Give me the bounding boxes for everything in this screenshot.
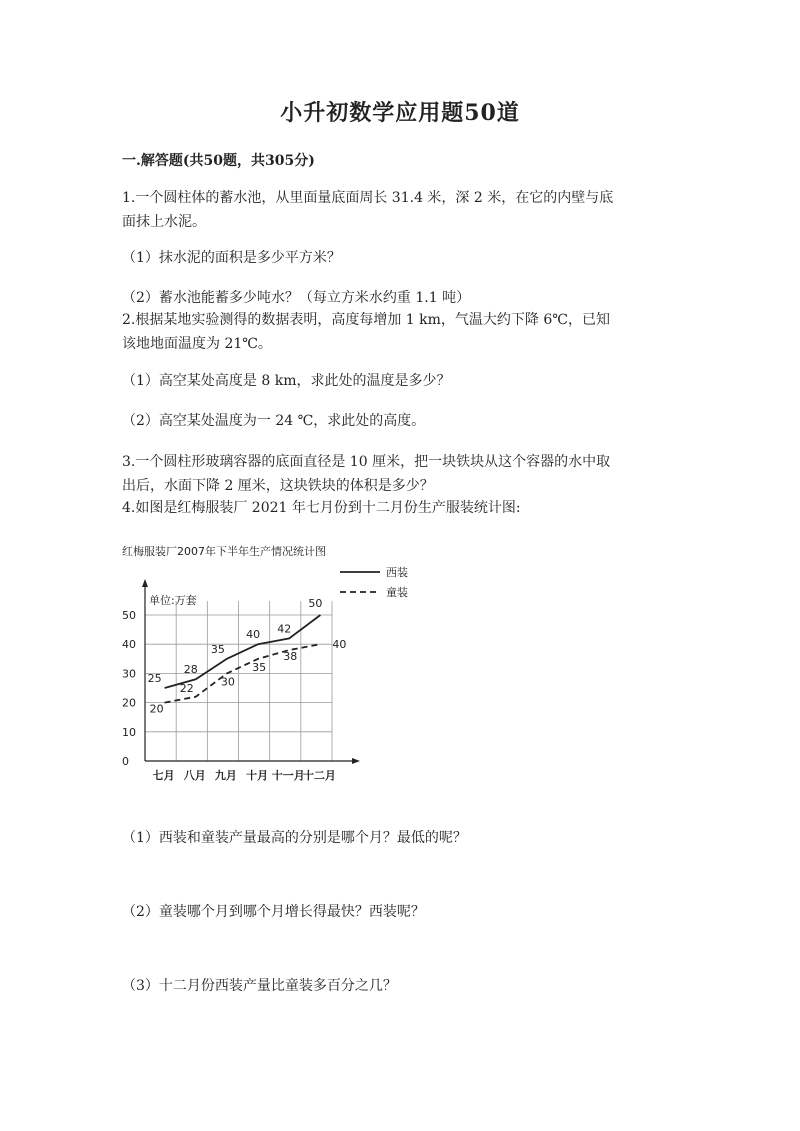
page-title: 小升初数学应用题50道 [280, 100, 520, 126]
question-1-sub-2: （2）蓄水池能蓄多少吨水？（每立方米水约重 1.1 吨） [122, 290, 471, 306]
y-tick-label: 30 [122, 667, 136, 681]
chart-title: 红梅服装厂2007年下半年生产情况统计图 [122, 545, 326, 558]
question-3-text-line-2: 出后，水面下降 2 厘米，这块铁块的体积是多少？ [122, 478, 434, 494]
data-label: 20 [149, 702, 164, 716]
y-tick-label: 10 [122, 725, 136, 739]
question-4-sub-3: （3）十二月份西装产量比童装多百分之几？ [122, 978, 397, 994]
x-tick-label: 七月 [152, 769, 175, 782]
x-tick-label: 十月 [246, 769, 269, 782]
question-1-text-line-2: 面抹上水泥。 [122, 214, 206, 230]
y-tick-label: 0 [122, 755, 129, 768]
x-tick-label: 九月 [214, 769, 237, 782]
question-1-text-line-1: 1.一个圆柱体的蓄水池，从里面量底面周长 31.4 米，深 2 米，在它的内壁与底 [122, 190, 614, 206]
data-label: 25 [147, 672, 162, 685]
data-label: 40 [246, 628, 261, 642]
x-axis-arrow [352, 758, 360, 764]
question-1-sub-1: （1）抹水泥的面积是多少平方米？ [122, 250, 341, 266]
data-label: 35 [210, 642, 225, 656]
question-2-text-line-1: 2.根据某地实验测得的数据表明，高度每增加 1 km，气温大约下降 6℃，已知 [122, 312, 610, 328]
x-tick-label: 八月 [183, 769, 206, 782]
question-2-text-line-2: 该地地面温度为 21℃。 [122, 336, 272, 352]
legend-label: 童装 [386, 586, 408, 599]
chart-unit-label: 单位:万套 [149, 594, 197, 607]
data-label: 35 [252, 660, 267, 674]
data-label: 22 [179, 681, 194, 695]
data-label: 28 [183, 663, 198, 677]
question-4-sub-1: （1）西装和童装产量最高的分别是哪个月？最低的呢？ [122, 830, 467, 846]
question-2-sub-1: （1）高空某处高度是 8 km，求此处的温度是多少？ [122, 373, 451, 389]
data-label: 38 [283, 650, 298, 664]
data-label: 30 [220, 675, 235, 689]
legend-label: 西装 [386, 566, 408, 579]
data-label: 50 [308, 597, 323, 610]
question-4-sub-2: （2）童装哪个月到哪个月增长得最快？西装呢？ [122, 904, 425, 920]
question-4-text: 4.如图是红梅服装厂 2021 年七月份到十二月份生产服装统计图: [122, 500, 521, 516]
x-tick-label: 十二月 [302, 769, 336, 782]
y-tick-label: 40 [122, 638, 136, 652]
y-tick-label: 20 [122, 696, 136, 710]
y-tick-label: 50 [122, 609, 136, 622]
y-axis-arrow [142, 579, 148, 587]
question-2-sub-2: （2）高空某处温度为一 24 ℃，求此处的高度。 [122, 413, 426, 429]
x-tick-label: 十一月 [271, 769, 305, 782]
question-3-text-line-1: 3.一个圆柱形玻璃容器的底面直径是 10 厘米，把一块铁块从这个容器的水中取 [122, 454, 611, 470]
section-heading: 一.解答题(共50题，共305分) [122, 153, 315, 169]
data-label: 42 [277, 622, 292, 636]
production-line-chart [118, 538, 418, 788]
data-label: 40 [332, 638, 347, 652]
